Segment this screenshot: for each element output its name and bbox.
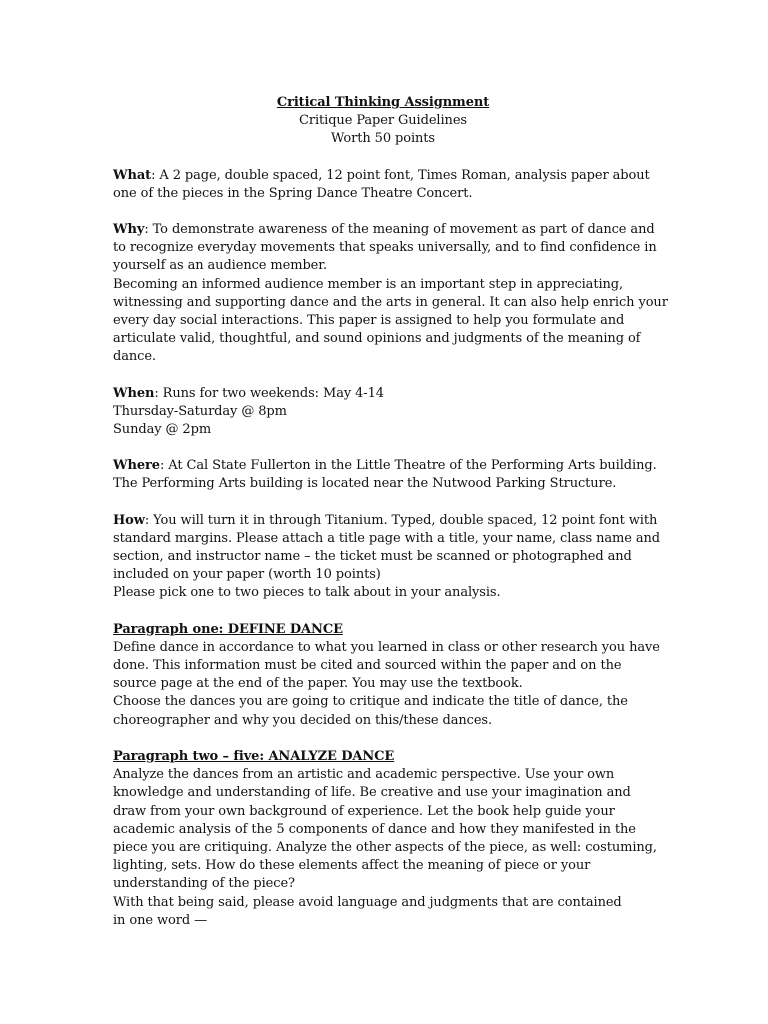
what-line: : A 2 page, double spaced, 12 point font, Times Roman, analysis paper about [151, 167, 650, 183]
document-body [113, 94, 668, 930]
what-line: one of the pieces in the Spring Dance Theatre Concert. [113, 185, 473, 201]
paragraph-one-line: done. This information must be cited and sourced within the paper and on the [113, 658, 622, 674]
paragraph-two-line: understanding of the piece? [113, 876, 295, 892]
when-line: Thursday-Saturday @ 8pm [113, 403, 287, 419]
paragraph-two-line: knowledge and understanding of life. Be creative and use your imagination and [113, 785, 631, 801]
why-label: Why [113, 222, 145, 238]
why-line: witnessing and supporting dance and the arts in general. It can also help enrich your [113, 294, 668, 310]
why-line: yourself as an audience member. [113, 258, 327, 274]
paragraph-two-line: lighting, sets. How do these elements affect the meaning of piece or your [113, 858, 591, 874]
paragraph-one-section [113, 621, 660, 730]
why-line: articulate valid, thoughtful, and sound opinions and judgments of the meaning of [113, 331, 641, 347]
paragraph-one-line: source page at the end of the paper. You may use the textbook. [113, 676, 523, 692]
how-section [113, 512, 661, 603]
paragraph-two-line: piece you are critiquing. Analyze the other aspects of the piece, as well: costuming, [113, 839, 657, 855]
how-line: section, and instructor name – the ticket must be scanned or photographed and [113, 549, 632, 565]
paragraph-two-heading: Paragraph two – five: ANALYZE DANCE [113, 748, 395, 764]
paragraph-two-line: With that being said, please avoid language and judgments that are contained [113, 894, 622, 910]
where-line: The Performing Arts building is located near the Nutwood Parking Structure. [113, 476, 617, 492]
why-line: : To demonstrate awareness of the meaning of movement as part of dance and [144, 222, 655, 238]
document-subtitle: Critique Paper Guidelines [299, 113, 467, 129]
how-label: How [113, 512, 145, 528]
when-label: When [113, 385, 155, 401]
when-line: : Runs for two weekends: May 4-14 [154, 385, 384, 401]
where-label: Where [113, 458, 160, 474]
why-line: dance. [113, 349, 156, 365]
when-line: Sunday @ 2pm [113, 422, 212, 438]
what-label: What [113, 167, 152, 183]
document-title: Critical Thinking Assignment [276, 95, 490, 110]
paragraph-two-line: academic analysis of the 5 components of dance and how they manifested in the [113, 821, 636, 837]
what-section [113, 167, 653, 203]
paragraph-two-line: Analyze the dances from an artistic and academic perspective. Use your own [113, 767, 615, 783]
why-line: every day social interactions. This paper is assigned to help you formulate and [113, 313, 625, 329]
when-section [113, 385, 653, 440]
paragraph-two-section [113, 748, 657, 930]
how-line: Please pick one to two pieces to talk about in your analysis. [113, 585, 501, 601]
why-section [113, 221, 668, 367]
paragraph-one-line: Choose the dances you are going to critique and indicate the title of dance, the [113, 694, 628, 710]
paragraph-two-line: in one word — [113, 912, 208, 928]
how-line: : You will turn it in through Titanium. Typed, double spaced, 12 point font with [144, 512, 658, 528]
how-line: standard margins. Please attach a title page with a title, your name, class name and [113, 530, 661, 546]
paragraph-one-line: choreographer and why you decided on this/these dances. [113, 712, 493, 728]
how-line: included on your paper (worth 10 points) [113, 567, 381, 583]
why-line: to recognize everyday movements that speaks universally, and to find confidence in [113, 240, 657, 256]
document-worth: Worth 50 points [331, 131, 435, 147]
why-line: Becoming an informed audience member is an important step in appreciating, [113, 276, 624, 292]
where-line: : At Cal State Fullerton in the Little Theatre of the Performing Arts building. [159, 458, 657, 474]
where-section [113, 457, 657, 493]
paragraph-two-line: draw from your own background of experience. Let the book help guide your [113, 803, 615, 819]
paragraph-one-line: Define dance in accordance to what you learned in class or other research you have [113, 639, 660, 655]
document-header [113, 94, 653, 149]
paragraph-one-heading: Paragraph one: DEFINE DANCE [113, 621, 343, 637]
